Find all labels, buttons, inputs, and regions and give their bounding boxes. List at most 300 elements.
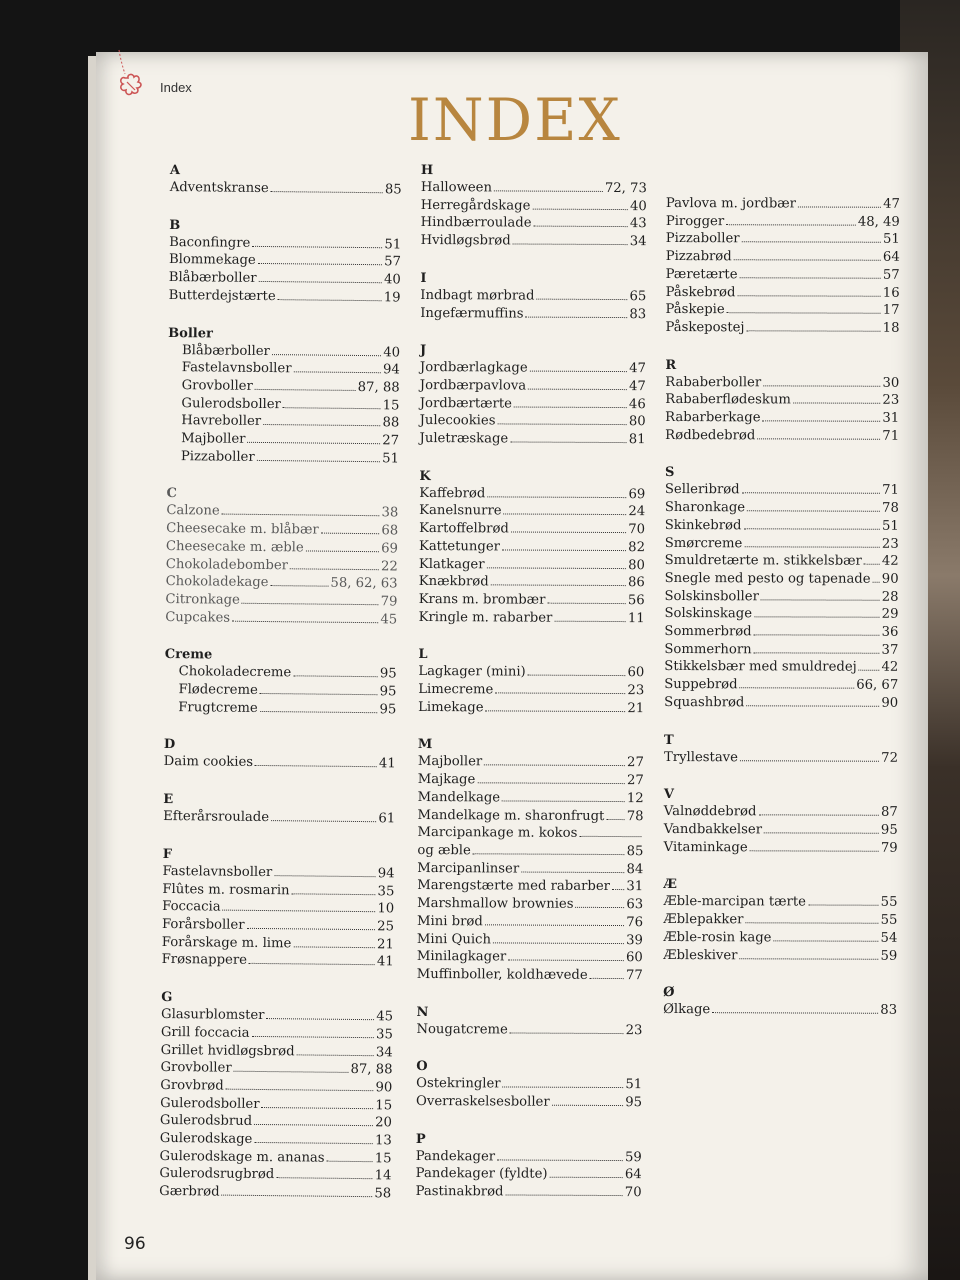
- page-number: 96: [124, 1234, 146, 1254]
- dot-leader: [742, 483, 881, 494]
- entry-page: 15: [375, 1097, 393, 1113]
- entry-page: 29: [881, 607, 899, 623]
- index-entry: [164, 699, 396, 719]
- dot-leader: [505, 1185, 622, 1197]
- dot-leader: [484, 755, 625, 767]
- index-letter: P: [415, 1131, 426, 1147]
- section-label: Index: [160, 80, 192, 95]
- dot-leader: [270, 575, 328, 587]
- index-section: [419, 468, 646, 628]
- index-letter: L: [418, 647, 428, 663]
- index-entry: [665, 409, 899, 428]
- dot-leader: [513, 234, 628, 246]
- entry-page: 27: [626, 773, 644, 789]
- entry-page: 23: [627, 683, 645, 699]
- entry-name: Hvidløgsbrød: [420, 233, 511, 249]
- entry-name: Pastinakbrød: [415, 1184, 504, 1200]
- index-entry: [416, 1165, 642, 1184]
- dot-leader: [739, 948, 878, 959]
- entry-page: 30: [882, 375, 900, 391]
- index-entry: [664, 694, 898, 713]
- index-entry: [417, 842, 643, 861]
- index-entry: [417, 895, 643, 914]
- dot-leader: [754, 642, 880, 653]
- entry-page: 95: [379, 701, 397, 718]
- dot-leader: [493, 932, 624, 944]
- dot-leader: [773, 930, 878, 941]
- entry-page: 11: [627, 610, 645, 626]
- dot-leader: [242, 593, 379, 605]
- page-title: INDEX: [408, 86, 622, 154]
- index-entry: [665, 374, 899, 393]
- entry-page: 51: [384, 236, 402, 253]
- entry-page: 68: [381, 523, 399, 539]
- entry-page: 76: [626, 914, 644, 930]
- entry-page: 43: [629, 216, 647, 232]
- index-column-2: [415, 162, 647, 1222]
- dot-leader: [740, 267, 881, 278]
- dot-leader: [873, 572, 880, 583]
- dot-leader: [754, 624, 880, 635]
- entry-page: 12: [626, 790, 644, 807]
- index-section: [416, 1058, 642, 1112]
- dot-leader: [297, 1044, 374, 1056]
- entry-page: 63: [626, 897, 644, 913]
- index-letter: Æ: [663, 877, 678, 893]
- entry-page: 90: [881, 695, 899, 711]
- entry-name: Majboller: [181, 431, 246, 447]
- index-entry: [665, 319, 899, 338]
- dot-leader: [257, 450, 381, 462]
- dot-leader: [491, 575, 626, 587]
- index-entry: [417, 948, 643, 967]
- dot-leader: [552, 1095, 624, 1106]
- dot-leader: [259, 271, 382, 283]
- dot-leader: [511, 522, 626, 534]
- entry-name: Smørcreme: [664, 535, 743, 551]
- entry-name: Æble-rosin kage: [663, 929, 772, 946]
- entry-page: 87: [880, 805, 898, 821]
- entry-name: Forårsboller: [161, 916, 245, 933]
- index-section: [170, 162, 402, 199]
- entry-name: Minilagkager: [416, 949, 507, 965]
- entry-name: Pizzaboller: [665, 231, 740, 247]
- dot-leader: [747, 320, 881, 331]
- dot-leader: [226, 1079, 374, 1092]
- entry-page: 88: [382, 415, 400, 431]
- dot-leader: [487, 486, 626, 498]
- dot-leader: [746, 695, 879, 706]
- dot-leader: [272, 344, 381, 356]
- entry-name: Æble-marcipan tærte: [663, 894, 806, 910]
- entry-page: 59: [880, 948, 898, 964]
- entry-name: Foccacia: [162, 899, 221, 915]
- entry-page: 41: [378, 756, 396, 772]
- index-entry: [664, 658, 898, 677]
- entry-name: Mandelkage: [417, 789, 501, 806]
- index-entry: [418, 753, 644, 772]
- dot-leader: [712, 1002, 878, 1014]
- entry-name: Nougatcreme: [416, 1021, 508, 1038]
- index-section: [421, 162, 647, 251]
- index-entry: [663, 911, 897, 930]
- entry-page: 21: [627, 700, 645, 716]
- index-entry: [666, 301, 900, 320]
- entry-page: 78: [882, 500, 899, 516]
- index-entry: [417, 824, 643, 843]
- dot-leader: [247, 432, 380, 444]
- dot-leader: [763, 410, 881, 421]
- entry-name: Marcipankage m. kokos: [417, 825, 578, 842]
- dot-leader: [532, 198, 628, 210]
- entry-name: Grillet hvidløgsbrød: [160, 1042, 295, 1059]
- dot-leader: [327, 1150, 373, 1161]
- entry-page: 34: [629, 234, 647, 250]
- dot-leader: [764, 822, 879, 833]
- entry-name: Æblepakker: [663, 912, 744, 928]
- dot-leader: [254, 1114, 373, 1126]
- index-letter: I: [420, 270, 427, 286]
- dot-leader: [606, 809, 624, 820]
- dot-leader: [222, 1185, 373, 1198]
- dot-leader: [487, 557, 627, 569]
- index-entry: [663, 1001, 897, 1020]
- dot-leader: [290, 558, 379, 570]
- dot-leader: [547, 593, 626, 604]
- index-entry: [421, 197, 647, 216]
- index-column-1: [159, 162, 402, 1223]
- dot-leader: [249, 953, 375, 965]
- index-entry: [664, 839, 898, 858]
- dot-leader: [526, 306, 628, 318]
- entry-name: Kattetunger: [418, 538, 500, 555]
- dot-leader: [292, 883, 376, 895]
- entry-name: Rababerboller: [665, 374, 762, 390]
- entry-name: Havreboller: [181, 413, 262, 430]
- entry-page: 40: [383, 344, 401, 360]
- index-entry: [419, 538, 645, 557]
- index-entry: [416, 1183, 642, 1202]
- index-section: [162, 846, 395, 972]
- entry-page: 71: [882, 428, 900, 444]
- index-entry: [664, 803, 898, 822]
- entry-name: Tryllestave: [663, 749, 738, 765]
- index-entry: [418, 789, 644, 808]
- dot-leader: [510, 1022, 624, 1034]
- entry-name: Pizzaboller: [180, 448, 255, 465]
- entry-name: Suppebrød: [664, 677, 738, 693]
- entry-name: Rødbedebrød: [665, 427, 756, 444]
- dot-leader: [754, 607, 880, 618]
- entry-name: Påskepostej: [665, 319, 745, 336]
- entry-name: Æbleskiver: [663, 947, 738, 963]
- dot-leader: [579, 826, 641, 837]
- index-entry: [419, 502, 645, 521]
- dot-leader: [293, 936, 375, 948]
- dot-leader: [477, 772, 625, 784]
- entry-name: Jordbærpavlova: [419, 377, 527, 394]
- entry-page: 95: [379, 666, 397, 682]
- index-entry: [420, 395, 646, 414]
- index-section: [163, 791, 395, 828]
- dot-leader: [263, 414, 380, 426]
- entry-page: 82: [628, 539, 646, 556]
- entry-name: Krans m. brombær: [418, 591, 546, 608]
- index-section: [664, 732, 898, 768]
- entry-name: Grovboller: [160, 1060, 232, 1076]
- entry-page: 40: [383, 272, 401, 288]
- entry-name: Sharonkage: [664, 500, 746, 516]
- entry-name: Marshmallow brownies: [417, 896, 574, 912]
- entry-name: Skinkebrød: [664, 517, 742, 534]
- index-letter: G: [161, 990, 173, 1006]
- entry-name: Marengstærte med rabarber: [417, 878, 610, 895]
- dot-leader: [251, 1026, 374, 1038]
- index-entry: [420, 305, 646, 324]
- entry-name: Selleribrød: [664, 482, 740, 498]
- index-entry: [419, 556, 645, 575]
- entry-name: Marcipanlinser: [417, 860, 520, 877]
- entry-name: Cheesecake m. æble: [165, 538, 304, 556]
- entry-name: Juletræskage: [419, 431, 509, 447]
- dot-leader: [554, 610, 626, 621]
- entry-page: 48, 49: [857, 214, 900, 230]
- index-letter: K: [419, 468, 431, 484]
- dot-leader: [508, 950, 624, 962]
- entry-name: Ingefærmuffins: [420, 305, 524, 322]
- entry-name: Julecookies: [419, 413, 496, 429]
- dot-leader: [266, 1008, 374, 1020]
- dot-leader: [550, 1167, 623, 1178]
- entry-name: Indbagt mørbrad: [420, 287, 535, 304]
- entry-name: Majboller: [417, 754, 483, 770]
- entry-page: 71: [882, 483, 899, 499]
- dot-leader: [502, 539, 626, 551]
- entry-name: Pavlova m. jordbær: [665, 195, 796, 212]
- entry-page: 21: [376, 936, 394, 953]
- index-entry: [420, 359, 646, 378]
- entry-page: 86: [627, 575, 645, 591]
- entry-page: 27: [627, 755, 644, 771]
- index-section: [169, 217, 402, 307]
- index-section: [665, 178, 900, 337]
- dot-leader: [306, 540, 380, 552]
- index-entry: [418, 663, 644, 682]
- entry-page: 66, 67: [856, 677, 899, 693]
- entry-name: Squashbrød: [664, 694, 745, 711]
- index-entry: [417, 966, 643, 985]
- dot-leader: [612, 879, 625, 890]
- entry-page: 70: [624, 1185, 642, 1201]
- index-letter: M: [417, 737, 433, 753]
- dot-leader: [222, 504, 380, 517]
- entry-page: 23: [882, 393, 900, 409]
- entry-name: og æble: [417, 842, 471, 859]
- dot-leader: [750, 840, 879, 851]
- dot-leader: [734, 249, 881, 261]
- entry-name: Pizzabrød: [665, 249, 732, 265]
- entry-page: 94: [377, 866, 395, 882]
- index-entry: [664, 676, 898, 695]
- dot-leader: [808, 895, 879, 906]
- dot-leader: [271, 810, 376, 822]
- index-entry: [418, 681, 644, 700]
- entry-name: Majkage: [417, 772, 476, 788]
- entry-name: Rabarberkage: [665, 410, 761, 426]
- index-entry: [417, 877, 643, 896]
- entry-page: 94: [382, 362, 400, 378]
- dot-leader: [747, 500, 880, 511]
- entry-name: Mini brød: [416, 913, 483, 930]
- entry-name: Klatkager: [418, 556, 485, 572]
- entry-name: Limecreme: [418, 682, 494, 698]
- entry-page: 18: [882, 320, 900, 336]
- entry-name: Gulerodskage: [159, 1130, 253, 1147]
- index-entry: [666, 248, 900, 267]
- entry-page: 95: [625, 1095, 643, 1111]
- index-entry: [163, 808, 395, 828]
- index-letter: A: [169, 162, 181, 179]
- entry-page: 42: [881, 554, 899, 570]
- index-letter: Ø: [663, 985, 675, 1001]
- entry-name: Efterårsroulade: [163, 809, 270, 826]
- dot-leader: [274, 865, 376, 877]
- entry-page: 83: [629, 306, 647, 322]
- entry-name: Ostekringler: [416, 1076, 501, 1092]
- entry-name: Gulerodsboller: [160, 1095, 260, 1112]
- entry-name: Jordbærlagkage: [419, 360, 528, 376]
- entry-name: Halloween: [420, 179, 493, 196]
- index-section: [417, 736, 644, 984]
- index-entry: [666, 195, 900, 214]
- index-section: [664, 464, 899, 712]
- entry-page: 35: [376, 1027, 393, 1043]
- entry-page: 87, 88: [350, 1062, 393, 1078]
- entry-page: 55: [880, 912, 898, 928]
- entry-page: 17: [882, 302, 900, 319]
- dot-leader: [294, 362, 382, 374]
- dot-leader: [864, 554, 880, 565]
- index-letter: O: [416, 1059, 428, 1075]
- index-letter: [666, 178, 900, 196]
- index-entry: [418, 699, 644, 718]
- entry-page: 90: [881, 571, 899, 587]
- dot-leader: [740, 750, 879, 761]
- dot-leader: [495, 682, 625, 694]
- dot-leader: [276, 1168, 372, 1180]
- dot-leader: [258, 253, 383, 265]
- dot-leader: [758, 805, 879, 816]
- entry-name: Kringle m. rabarber: [418, 609, 553, 626]
- entry-name: Frøsnappere: [161, 952, 248, 969]
- index-entry: [418, 807, 644, 826]
- entry-page: 14: [374, 1168, 392, 1184]
- entry-name: Rababerflødeskum: [665, 392, 791, 408]
- entry-name: Fastelavnsboller: [181, 360, 292, 377]
- index-entry: [663, 929, 897, 948]
- entry-page: 95: [880, 822, 898, 838]
- entry-name: Cheesecake m. blåbær: [166, 521, 319, 538]
- index-section: [420, 270, 646, 324]
- dot-leader: [504, 504, 627, 516]
- index-entry: [164, 753, 396, 773]
- entry-name: Stikkelsbær med smuldredej: [664, 659, 857, 676]
- entry-name: Fastelavnsboller: [162, 863, 273, 880]
- index-entry: [666, 213, 900, 232]
- entry-page: 41: [376, 954, 394, 970]
- index-entry: [421, 179, 647, 198]
- entry-page: 37: [881, 642, 899, 658]
- index-entry: [665, 535, 899, 554]
- entry-page: 72: [881, 750, 899, 766]
- entry-name: Frugtcreme: [178, 699, 258, 716]
- entry-page: 84: [626, 861, 644, 877]
- dot-leader: [743, 518, 880, 529]
- entry-name: Sommerbrød: [664, 624, 752, 640]
- entry-page: 15: [382, 397, 400, 414]
- entry-page: 13: [374, 1133, 392, 1149]
- index-entry: [665, 552, 899, 571]
- entry-name: Flûtes m. rosmarin: [162, 881, 290, 898]
- index-entry: [664, 623, 898, 642]
- entry-name: Pirogger: [665, 213, 725, 229]
- index-entry: [420, 412, 646, 431]
- entry-page: 61: [378, 811, 396, 827]
- entry-page: 51: [382, 450, 399, 467]
- entry-name: Chokoladebomber: [165, 556, 289, 573]
- index-entry: [665, 570, 899, 589]
- entry-page: 15: [374, 1150, 392, 1167]
- entry-page: 19: [383, 290, 401, 306]
- entry-name: Gulerodsbrud: [159, 1113, 253, 1130]
- entry-name: Citronkage: [165, 591, 240, 608]
- entry-name: Overraskelsesboller: [416, 1094, 550, 1110]
- dot-leader: [260, 701, 378, 713]
- dot-leader: [278, 289, 382, 301]
- index-entry: [417, 913, 643, 932]
- dot-leader: [757, 428, 880, 439]
- entry-name: Påskebrød: [665, 284, 736, 300]
- index-letter: V: [663, 787, 674, 803]
- index-section: [159, 989, 393, 1203]
- entry-page: 46: [628, 396, 646, 412]
- entry-name: Kartoffelbrød: [419, 521, 509, 537]
- entry-name: Pandekager (fyldte): [415, 1166, 548, 1183]
- dot-leader: [528, 378, 627, 390]
- index-entry: [418, 771, 644, 790]
- dot-leader: [740, 677, 855, 688]
- index-entry: [419, 520, 645, 539]
- index-letter: S: [664, 465, 675, 481]
- index-letter: J: [419, 343, 427, 359]
- index-entry: [665, 517, 899, 536]
- entry-name: Glasurblomster: [160, 1007, 265, 1024]
- entry-name: Forårskage m. lime: [161, 934, 292, 952]
- dot-leader: [763, 375, 880, 386]
- entry-page: 34: [375, 1044, 393, 1060]
- entry-page: 10: [377, 901, 395, 917]
- entry-name: Vitaminkage: [663, 839, 748, 855]
- index-section: [164, 736, 396, 773]
- dot-leader: [234, 1061, 349, 1073]
- entry-page: 56: [627, 593, 645, 609]
- entry-name: Solskinskage: [664, 606, 753, 622]
- index-entry: [419, 609, 645, 628]
- index-entry: [420, 377, 646, 396]
- entry-page: 51: [881, 518, 899, 534]
- entry-page: 45: [380, 611, 398, 628]
- entry-page: 35: [377, 883, 395, 899]
